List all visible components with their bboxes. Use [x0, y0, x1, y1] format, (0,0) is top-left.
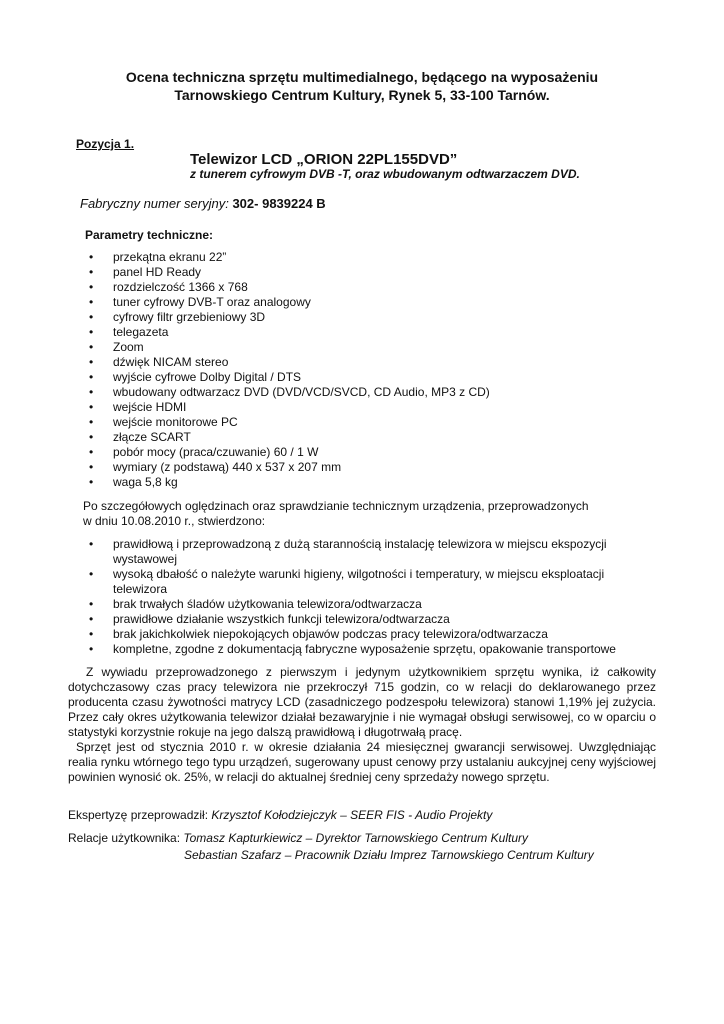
list-item: • rozdzielczość 1366 x 768 [89, 280, 689, 295]
list-item: • wbudowany odtwarzacz DVD (DVD/VCD/SVCD, CD Audio, MP3 z CD) [89, 385, 689, 400]
list-item: • waga 5,8 kg [89, 475, 689, 490]
list-item: • wejście HDMI [89, 400, 689, 415]
expert-label: Ekspertyzę przeprowadził: [68, 808, 209, 822]
assessment-text [68, 665, 656, 785]
list-item: • tuner cyfrowy DVB-T oraz analogowy [89, 295, 689, 310]
serial-value: 302- 9839224 B [232, 196, 326, 211]
list-item: • wysoką dbałość o należyte warunki higieny, wilgotności i temperatury, w miejscu eksploatacji telewizora [89, 567, 649, 597]
expert-line [68, 808, 492, 822]
relations-label: Relacje użytkownika: [68, 831, 181, 845]
intro-line-2: w dniu 10.08.2010 r., stwierdzono: [83, 514, 266, 528]
list-item: • panel HD Ready [89, 265, 689, 280]
paragraph-warranty: Sprzęt jest od stycznia 2010 r. w okresie działania 24 miesięcznej gwarancji serwisowej. Uwzględniając realia rynku wtórnego tego typu urządzeń, sugerowany upust cenowy przy ustalaniu aukcyjnej ceny wyjściowej powinien wynosić ok. 25%, w relacji do aktualnej średniej ceny sprzedaży nowego sprzętu. [68, 740, 656, 784]
document-title [40, 68, 684, 104]
list-item: • wejście monitorowe PC [89, 415, 689, 430]
list-item: • cyfrowy filtr grzebieniowy 3D [89, 310, 689, 325]
list-item: • brak trwałych śladów użytkowania telewizora/odtwarzacza [89, 597, 649, 612]
list-item: • dźwięk NICAM stereo [89, 355, 689, 370]
expert-name: Krzysztof Kołodziejczyk – SEER FIS - Audio Projekty [211, 808, 493, 822]
serial-label: Fabryczny numer seryjny: [80, 196, 229, 211]
list-item: • telegazeta [89, 325, 689, 340]
product-name: Telewizor LCD „ORION 22PL155DVD” [190, 151, 458, 168]
user-relations [68, 830, 594, 864]
paragraph-usage: Z wywiadu przeprowadzonego z pierwszym i jedynym użytkownikiem sprzętu wynika, iż całkowity dotychczasowy czas pracy telewizora nie przekroczył 715 godzin, co w relacji do deklarowanego przez producenta czasu żywotności matrycy LCD (zasadniczego podzespołu telewizora) stanowi 1,19% jej zużycia. Przez cały okres użytkowania telewizor działał bezawaryjnie i nie wymagał obsługi serwisowej, co w oparciu o statystyki korzystnie rokuje na jego dalszą prawidłową i długotrwałą pracę. [68, 665, 656, 739]
params-list [89, 250, 689, 490]
findings-list [89, 537, 649, 657]
list-item: • prawidłowe działanie wszystkich funkcji telewizora/odtwarzacza [89, 612, 649, 627]
title-line-2: Tarnowskiego Centrum Kultury, Rynek 5, 33-100 Tarnów. [174, 87, 550, 103]
list-item: • Zoom [89, 340, 689, 355]
list-item: • złącze SCART [89, 430, 689, 445]
product-subtitle: z tunerem cyfrowym DVB -T, oraz wbudowanym odtwarzaczem DVD. [190, 167, 580, 181]
list-item: • prawidłową i przeprowadzoną z dużą starannością instalację telewizora w miejscu ekspozycji wystawowej [89, 537, 649, 567]
position-label: Pozycja 1. [76, 137, 135, 151]
list-item: • wymiary (z podstawą) 440 x 537 x 207 mm [89, 460, 689, 475]
list-item: • wyjście cyfrowe Dolby Digital / DTS [89, 370, 689, 385]
relations-person-2: Sebastian Szafarz – Pracownik Działu Imprez Tarnowskiego Centrum Kultury [184, 848, 594, 862]
list-item: • kompletne, zgodne z dokumentacją fabryczne wyposażenie sprzętu, opakowanie transportowe [89, 642, 649, 657]
relations-person-1: Tomasz Kapturkiewicz – Dyrektor Tarnowskiego Centrum Kultury [183, 831, 528, 845]
list-item: • pobór mocy (praca/czuwanie) 60 / 1 W [89, 445, 689, 460]
intro-line-1: Po szczegółowych oględzinach oraz sprawdzianie technicznym urządzenia, przeprowadzonych [83, 499, 589, 513]
title-line-1: Ocena techniczna sprzętu multimedialnego, będącego na wyposażeniu [125, 69, 599, 85]
inspection-intro [83, 499, 643, 529]
serial-number [80, 196, 326, 211]
params-heading: Parametry techniczne: [85, 228, 214, 242]
list-item: • przekątna ekranu 22” [89, 250, 689, 265]
list-item: • brak jakichkolwiek niepokojących objawów podczas pracy telewizora/odtwarzacza [89, 627, 649, 642]
